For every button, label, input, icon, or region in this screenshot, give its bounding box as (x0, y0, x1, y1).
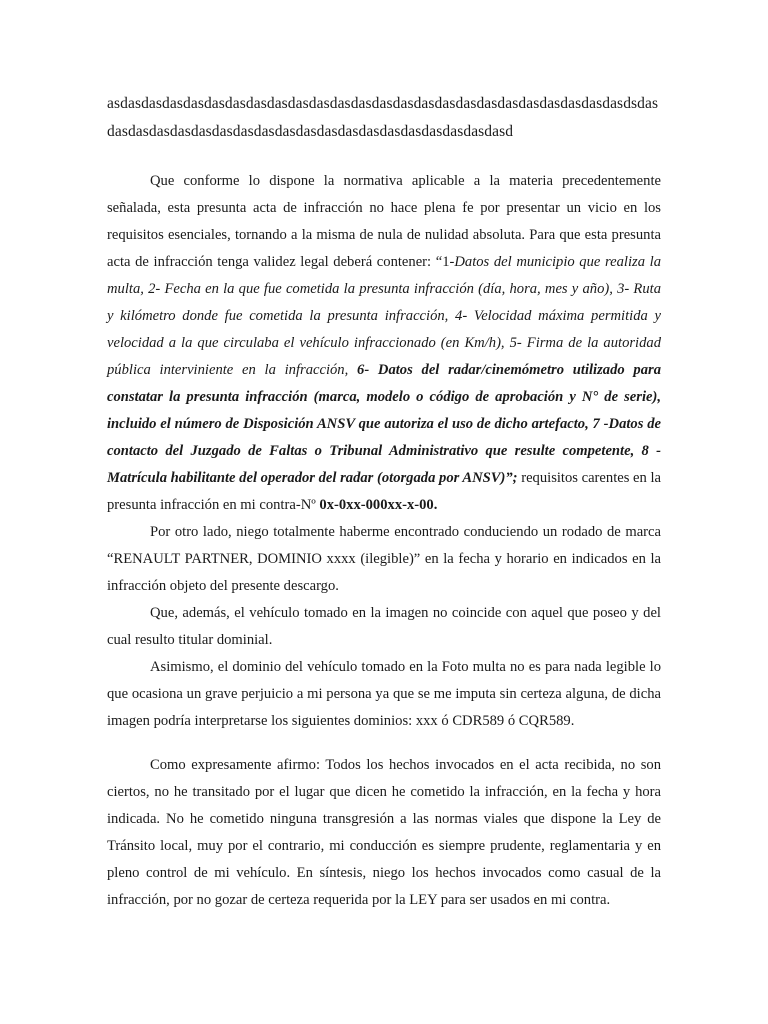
paragraph-requirements (107, 168, 661, 519)
paragraph-statement: Como expresamente afirmo: Todos los hechos invocados en el acta recibida, no son ciertos, no he transitado por el lugar que dicen he cometido la infracción, en la fecha y hora indicada. No he cometido ninguna transgresión a las normas viales que dispone la Ley de Tránsito local, muy por el contrario, mi conducción es siempre prudente, reglamentaria y en pleno control de mi vehículo. En síntesis, niego los hechos invocados como casual de la infracción, por no gozar de certeza requerida por la LEY para ser usados en mi contra. (107, 757, 661, 908)
infraction-number: 0x-0xx-000xx-x-00. (319, 497, 438, 513)
paragraph-illegible-plate: Asimismo, el dominio del vehículo tomado en la Foto multa no es para nada legible lo que ocasiona un grave perjuicio a mi persona ya que se me imputa sin certeza alguna, de dicha imagen podría interpretarse los siguientes dominios: xxx ó CDR589 ó CQR589. (107, 659, 661, 729)
requirements-tail: requisitos carentes en la presunta infracción en mi contra-Nº (107, 470, 662, 513)
paragraph-vehicle-mismatch: Que, además, el vehículo tomado en la imagen no coincide con aquel que poseo y del cual resulto titular dominial. (107, 605, 661, 648)
requirements-bold-list: 6- Datos del radar/cinemómetro utilizado para constatar la presunta infracción (marca, modelo o código de aprobación y N° de serie), incluido el número de Disposición ANSV que autoriza el uso de dicho artefacto, 7 -Datos de contacto del Juzgado de Faltas o Tribunal Administrativo que resulte competente, 8 -Matrícula habilitante del operador del radar (otorgada por ANSV)”; (107, 362, 661, 486)
paragraph-denial-vehicle: Por otro lado, niego totalmente haberme encontrado conduciendo un rodado de marca “RENAULT PARTNER, DOMINIO xxxx (ilegible)” en la fecha y horario en indicados en la infracción objeto del presente descargo. (107, 524, 661, 594)
garbled-text: asdasdasdasdasdasdasdasdasdasdasdasdasdasdasdasdasdasdasdasdasdasdasdasdasdsdasdasdasdasdasdasdasdasdasdasdasdasdasdasdasdasdasdasdasdasd (107, 95, 659, 140)
requirements-intro: Que conforme lo dispone la normativa aplicable a la materia precedentemente señalada, esta presunta acta de infracción no hace plena fe por presentar un vicio en los requisitos esenciales, tornando a la misma de nula de nulidad absoluta. Para que esta presunta acta de infracción tenga validez legal deberá contener: “1- (107, 173, 661, 270)
requirements-italic-list: Datos del municipio que realiza la multa, 2- Fecha en la que fue cometida la presunta infracción (día, hora, mes y año), 3- Ruta y kilómetro donde fue cometida la presunta infracción, 4- Velocidad máxima permitida y velocidad a la que circulaba el vehículo infraccionado (en Km/h), 5- Firma de la autoridad pública interviniente en la infracción, (107, 254, 661, 378)
document-page (107, 90, 661, 914)
